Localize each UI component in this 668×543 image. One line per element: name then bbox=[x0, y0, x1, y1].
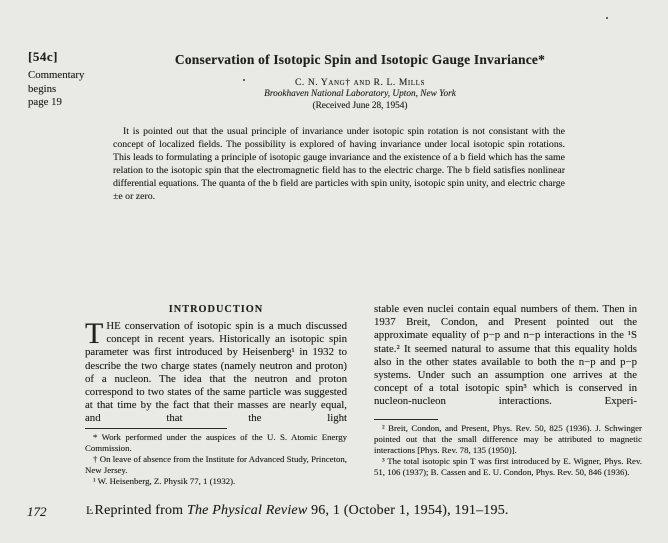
section-heading-introduction: INTRODUCTION bbox=[168, 304, 264, 315]
abstract-text: It is pointed out that the usual principle of invariance under isotopic spin rotation is not consistant with the concept of localized fields. The possibility is explored of having invariance under local isotopic spin rotations. This leads to formulating a principle of isotopic gauge invariance and the existence of a b field which has the same relation to the isotopic spin that the electromagnetic field has to the electric charge. The b field satisfies nonlinear differential equations. The quanta of the b field are particles with spin unity, isotopic spin unity, and electric charge ±e or zero. bbox=[113, 126, 565, 202]
reprint-journal-title: The Physical Review bbox=[186, 503, 308, 518]
affiliation-line: Brookhaven National Laboratory, Upton, New York bbox=[264, 89, 456, 99]
paper-header bbox=[85, 52, 635, 111]
scan-speck bbox=[606, 17, 608, 19]
corner-mark: Ŀ bbox=[86, 503, 94, 517]
received-date-line: (Received June 28, 1954) bbox=[312, 101, 408, 111]
reprint-suffix: 96, 1 (October 1, 1954), 191–195. bbox=[307, 503, 509, 518]
footnote-item: ² Breit, Condon, and Present, Phys. Rev. 50, 825 (1936). J. Schwinger pointed out that the small difference may be attributed to magnetic interactions [Phys. Rev. 78, 135 (1950)]. bbox=[374, 423, 642, 455]
margin-note-line: begins bbox=[28, 82, 57, 95]
footnote-item: * Work performed under the auspices of the U. S. Atomic Energy Commission. bbox=[85, 432, 347, 453]
authors-line: C. N. Yang† and R. L. Mills bbox=[294, 78, 426, 88]
footnote-rule bbox=[374, 419, 438, 420]
margin-note-line: page 19 bbox=[28, 96, 62, 108]
footnote-rule bbox=[85, 428, 227, 429]
body-column-right bbox=[374, 303, 637, 409]
introduction-paragraph-right: stable even nuclei contain equal numbers of them. Then in 1937 Breit, Condon, and Present pointed out the approximate equality of p−p and n−p interactions in the ¹S state.² It seemed natural to assume that this equality holds also in the other states available to both the n−p and p−p systems. Under such an assumption one arrives at the concept of a total isotopic spin³ which is conserved in nucleon-nucleon interactions. Experi- bbox=[374, 303, 637, 408]
page-title: Conservation of Isotopic Spin and Isotopic Gauge Invariance* bbox=[174, 52, 546, 67]
footnotes-left bbox=[85, 428, 347, 487]
margin-note-line: Commentary bbox=[28, 69, 85, 81]
introduction-paragraph-left bbox=[85, 317, 347, 426]
footnote-item: ¹ W. Heisenberg, Z. Physik 77, 1 (1932). bbox=[93, 475, 236, 486]
footnote-item: † On leave of absence from the Institute for Advanced Study, Princeton, New Jersey. bbox=[85, 453, 347, 475]
reprint-prefix: Reprinted from bbox=[94, 503, 187, 518]
reprint-item-number: [54c] bbox=[28, 49, 58, 64]
dropcap-letter: T bbox=[85, 317, 104, 350]
footnotes-right bbox=[374, 419, 642, 478]
introduction-text-left: HE conservation of isotopic spin is a much discussed concept in recent years. Historically an isotopic spin parameter was first introduced by Heisenberg¹ in 1932 to describe the two charge states (namely neutron and proton) of a nucleon. The idea that the neutron and proton correspond to two states of the same particle was suggested at that time by the fact that their masses are nearly equal, and that the light bbox=[85, 320, 347, 425]
page-number: 172 bbox=[27, 504, 47, 519]
body-column-left bbox=[85, 304, 347, 426]
reprint-citation bbox=[86, 503, 509, 519]
scan-speck bbox=[243, 79, 245, 81]
footnote-item: ³ The total isotopic spin T was first introduced by E. Wigner, Phys. Rev. 51, 106 (1937); B. Cassen and E. U. Condon, Phys. Rev. 50, 846 (1936). bbox=[374, 455, 642, 477]
